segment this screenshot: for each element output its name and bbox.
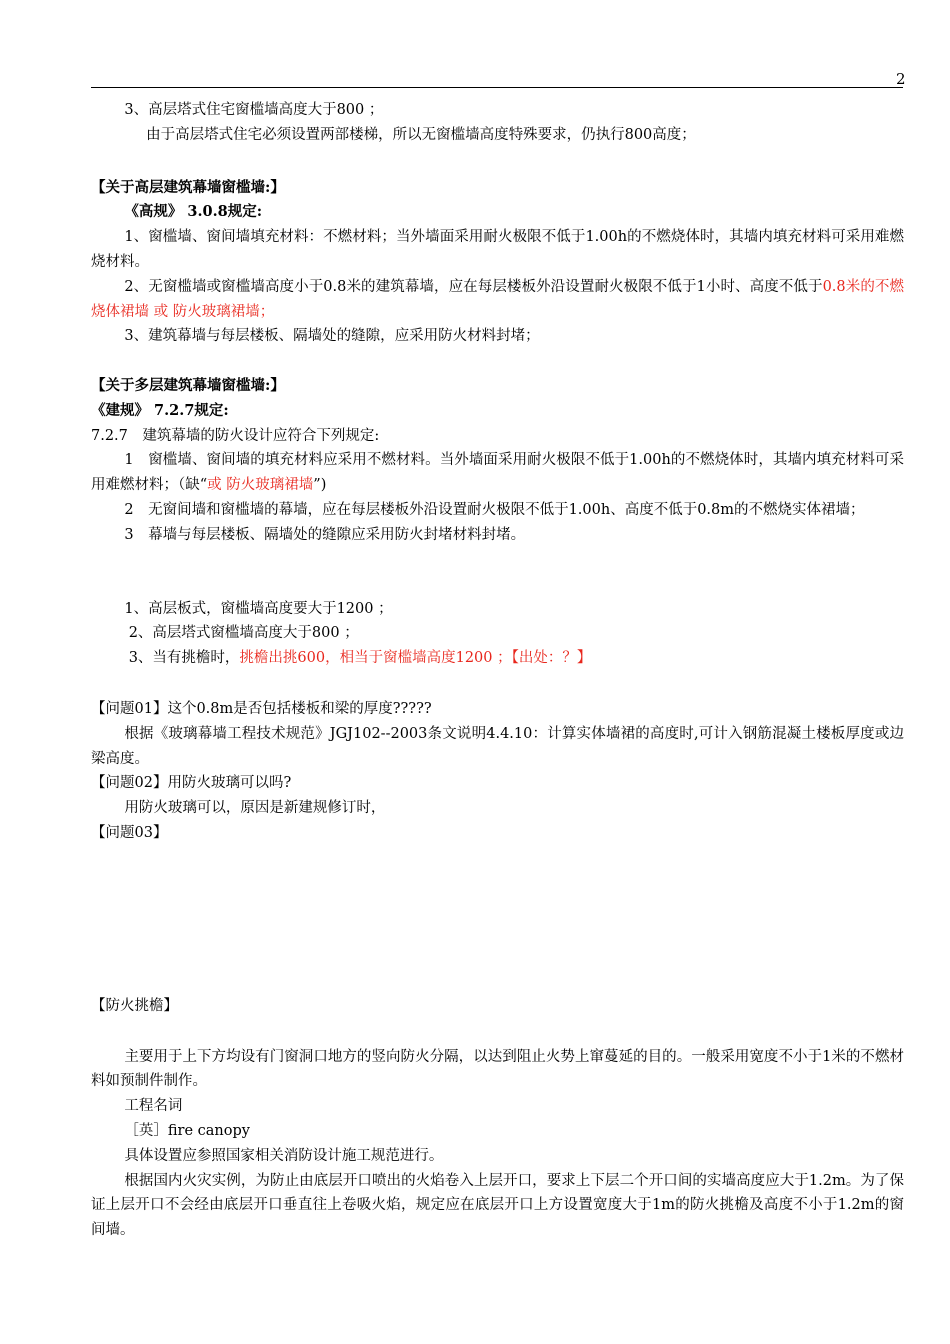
question-line: 【问题02】用防火玻璃可以吗? bbox=[91, 775, 292, 792]
text-line: 1、窗槛墙、窗间墙填充材料：不燃材料；当外墙面采用耐火极限不低于1.00h的不燃烧体时，其墙内填充材料可采用难燃烧材料。 bbox=[91, 229, 904, 270]
text-line: 主要用于上下方均设有门窗洞口地方的竖向防火分隔，以达到阻止火势上窜蔓延的目的。一般采用宽度不小于1米的不燃材料如预制件制作。 bbox=[91, 1048, 904, 1090]
highlighted-text: 挑檐出挑600，相当于窗槛墙高度1200 ；【出处：？】 bbox=[239, 650, 592, 667]
text-span: 2、无窗槛墙或窗槛墙高度小于0.8米的建筑幕墙，应在每层楼板外沿设置耐火极限不低于1小时、高度不低于 bbox=[124, 278, 823, 295]
text-line: 具体设置应参照国家相关消防设计施工规范进行。 bbox=[124, 1147, 444, 1164]
highlighted-text: 或 防火玻璃裙墙 bbox=[207, 477, 314, 494]
text-line: 工程名词 bbox=[124, 1098, 183, 1115]
text-span: 1 窗槛墙、窗间墙的填充材料应采用不燃材料。当外墙面采用耐火极限不低于1.00h的不燃烧体时，其墙内填充材料可采用难燃材料；（缺“ bbox=[91, 452, 904, 494]
text-line: 3 幕墙与每层楼板、隔墙处的缝隙应采用防火封堵材料封堵。 bbox=[124, 526, 526, 543]
text-line bbox=[91, 275, 904, 325]
document-body bbox=[91, 98, 904, 1243]
question-line: 【问题03】 bbox=[91, 824, 168, 841]
summary-line bbox=[91, 646, 904, 671]
text-line: ［英］fire canopy bbox=[124, 1122, 250, 1139]
text-line: 由于高层塔式住宅必须设置两部楼梯，所以无窗槛墙高度特殊要求，仍执行800高度； bbox=[146, 126, 696, 143]
summary-line: 1、高层板式，窗槛墙高度要大于1200 ； bbox=[124, 600, 393, 617]
text-line: 7.2.7 建筑幕墙的防火设计应符合下列规定: bbox=[91, 427, 380, 444]
section-heading: 【关于高层建筑幕墙窗槛墙:】 bbox=[91, 178, 285, 196]
text-line: 3、建筑幕墙与每层楼板、隔墙处的缝隙，应采用防火材料封堵； bbox=[124, 328, 540, 345]
rule-reference: 《建规》 7.2.7规定: bbox=[91, 401, 229, 419]
section-heading: 【防火挑檐】 bbox=[91, 997, 178, 1014]
summary-line: 2、高层塔式窗槛墙高度大于800 ； bbox=[128, 625, 359, 642]
text-line: 2 无窗间墙和窗槛墙的幕墙，应在每层楼板外沿设置耐火极限不低于1.00h、高度不低于0.8m的不燃烧实体裙墙； bbox=[124, 501, 865, 518]
question-line: 【问题01】这个0.8m是否包括楼板和梁的厚度????? bbox=[91, 700, 432, 717]
answer-line: 用防火玻璃可以，原因是新建规修订时， bbox=[124, 800, 386, 817]
text-span: ”) bbox=[313, 477, 327, 494]
rule-reference: 《高规》 3.0.8规定: bbox=[124, 203, 263, 221]
text-line: 3、高层塔式住宅窗槛墙高度大于800 ； bbox=[124, 102, 384, 118]
answer-line: 根据《玻璃幕墙工程技术规范》JGJ102--2003条文说明4.4.10：计算实体墙裙的高度时,可计入钢筋混凝土楼板厚度或边梁高度。 bbox=[91, 725, 904, 767]
text-line: 根据国内火灾实例，为防止由底层开口喷出的火焰卷入上层开口，要求上下层二个开口间的实墙高度应大于1.2m。为了保证上层开口不会经由底层开口垂直往上卷吸火焰，规定应在底层开口上方设置宽度大于1m的防火挑檐及高度不小于1.2m的窗间墙。 bbox=[91, 1172, 904, 1239]
highlighted-text: 0.8米的不燃烧体裙墙 或 防火玻璃裙墙； bbox=[91, 278, 904, 320]
header-rule bbox=[91, 87, 903, 88]
text-span: 3、当有挑檐时， bbox=[128, 650, 240, 667]
section-heading: 【关于多层建筑幕墙窗槛墙:】 bbox=[91, 376, 285, 394]
page-number: 2 bbox=[896, 70, 906, 88]
text-line bbox=[91, 448, 904, 498]
